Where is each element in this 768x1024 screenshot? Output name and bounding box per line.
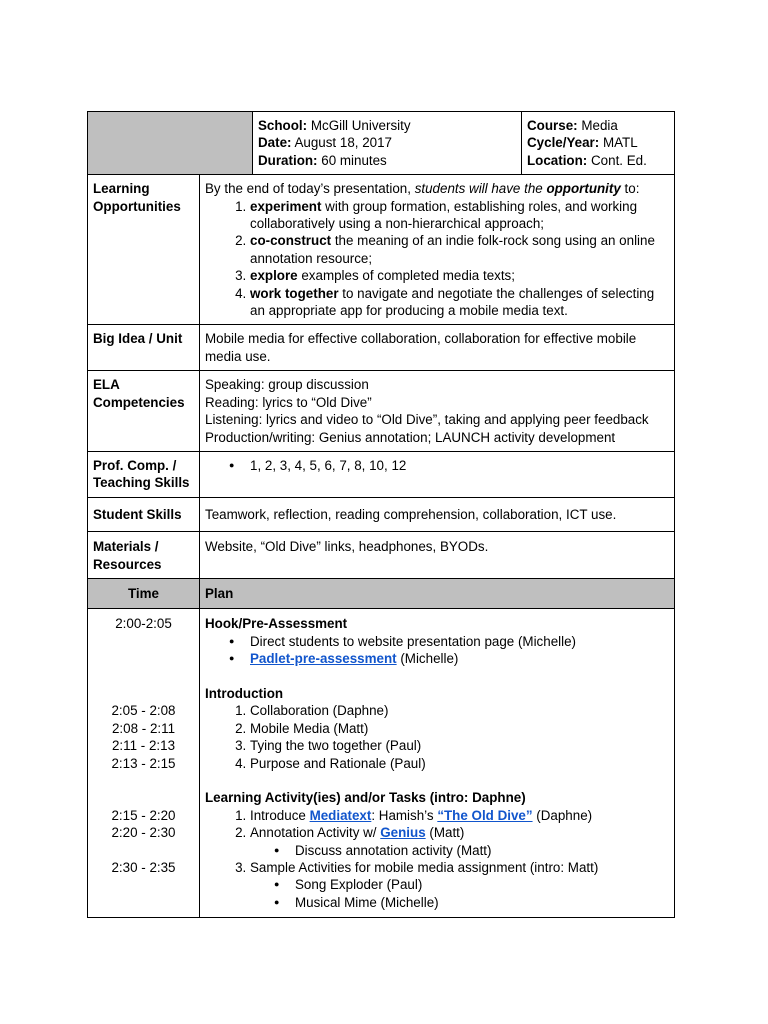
ela-line: Listening: lyrics and video to “Old Dive”, taking and applying peer feedback	[205, 412, 649, 428]
big-idea-label: Big Idea / Unit	[88, 325, 200, 371]
learning-item: 2. co-construct the meaning of an indie folk-rock song using an online annotation resource;	[250, 232, 669, 267]
big-idea-text: Mobile media for effective collaboration, collaboration for effective mobile media use.	[200, 325, 675, 371]
duration-line: Duration: 60 minutes	[258, 152, 387, 168]
ela-label: ELA Competencies	[88, 371, 200, 452]
time-column	[88, 609, 200, 918]
time-slot: 2:15 - 2:20	[111, 807, 176, 823]
hook-item: ● Padlet-pre-assessment (Michelle)	[250, 650, 669, 667]
lesson-plan-table	[87, 111, 675, 918]
learning-item: 1. experiment with group formation, establishing roles, and working collaboratively using a non-hierarchical approach;	[250, 198, 669, 233]
introduction-item: 4. Purpose and Rationale (Paul)	[250, 755, 669, 772]
time-slot: 2:08 - 2:11	[111, 720, 176, 736]
header-row	[88, 112, 675, 175]
header-course-cell	[522, 112, 675, 175]
time-column-header: Time	[88, 578, 200, 608]
learning-intro: By the end of today’s presentation, students will have the opportunity to:	[205, 181, 640, 197]
date-line: Date: August 18, 2017	[258, 135, 393, 151]
location-line: Location: Cont. Ed.	[527, 152, 647, 168]
cycle-value: MATL	[602, 135, 638, 151]
prof-comp-label: Prof. Comp. / Teaching Skills	[88, 451, 200, 497]
school-line: School: McGill University	[258, 118, 411, 133]
ela-line: Reading: lyrics to “Old Dive”	[205, 394, 372, 410]
time-slot: 2:11 - 2:13	[111, 738, 176, 754]
activity-subitem: ● Song Exploder (Paul)	[295, 876, 669, 893]
prof-comp-row	[88, 451, 675, 497]
location-value: Cont. Ed.	[591, 152, 647, 168]
header-school-cell	[253, 112, 522, 175]
activities-list	[205, 807, 669, 911]
padlet-link[interactable]: Padlet-pre-assessment	[250, 651, 397, 667]
materials-text: Website, “Old Dive” links, headphones, BYODs.	[200, 532, 675, 579]
time-slot: 2:05 - 2:08	[111, 703, 176, 719]
activity-sublist	[250, 876, 669, 911]
activities-title: Learning Activity(ies) and/or Tasks (intro: Daphne)	[205, 790, 526, 806]
plan-header-row	[88, 578, 675, 608]
activity-sublist	[250, 842, 669, 859]
activity-item: 3. Sample Activities for mobile media assignment (intro: Matt) ● Song Exploder (Paul) ● Musical Mime (Michelle)	[250, 859, 669, 911]
hook-item: ● Direct students to website presentation page (Michelle)	[250, 633, 669, 650]
cycle-line: Cycle/Year: MATL	[527, 135, 638, 151]
genius-link[interactable]: Genius	[380, 825, 426, 841]
prof-comp-list	[205, 457, 669, 474]
introduction-title: Introduction	[205, 685, 284, 701]
big-idea-row	[88, 325, 675, 371]
activity-subitem: ● Discuss annotation activity (Matt)	[295, 842, 669, 859]
introduction-item: 3. Tying the two together (Paul)	[250, 737, 669, 754]
school-value: McGill University	[310, 118, 411, 133]
introduction-item: 2. Mobile Media (Matt)	[250, 720, 669, 737]
introduction-list	[205, 702, 669, 772]
ela-row	[88, 371, 675, 452]
materials-label: Materials / Resources	[88, 532, 200, 579]
learning-item: 3. explore examples of completed media texts;	[250, 267, 669, 284]
student-skills-label: Student Skills	[88, 497, 200, 531]
time-slot: 2:00-2:05	[115, 616, 172, 632]
learning-item: 4. work together to navigate and negotiate the challenges of selecting an appropriate app for producing a mobile media text.	[250, 285, 669, 320]
old-dive-link[interactable]: “The Old Dive”	[437, 807, 533, 823]
learning-row	[88, 175, 675, 325]
ela-content	[200, 371, 675, 452]
plan-body-row	[88, 609, 675, 918]
duration-value: 60 minutes	[321, 152, 387, 168]
student-skills-row	[88, 497, 675, 531]
prof-comp-item: ● 1, 2, 3, 4, 5, 6, 7, 8, 10, 12	[250, 457, 669, 474]
activity-item: 1. Introduce Mediatext: Hamish’s “The Old Dive” (Daphne)	[250, 807, 669, 824]
student-skills-text: Teamwork, reflection, reading comprehension, collaboration, ICT use.	[200, 497, 675, 531]
course-value: Media	[581, 118, 618, 133]
activity-subitem: ● Musical Mime (Michelle)	[295, 894, 669, 911]
time-slot: 2:20 - 2:30	[111, 825, 176, 841]
learning-list	[205, 198, 669, 320]
materials-row	[88, 532, 675, 579]
hook-list	[205, 633, 669, 668]
learning-label: Learning Opportunities	[88, 175, 200, 325]
time-slot: 2:30 - 2:35	[111, 859, 176, 875]
prof-comp-content	[200, 451, 675, 497]
introduction-item: 1. Collaboration (Daphne)	[250, 702, 669, 719]
course-line: Course: Media	[527, 118, 618, 133]
time-slot: 2:13 - 2:15	[111, 755, 176, 771]
date-value: August 18, 2017	[294, 135, 393, 151]
mediatext-link[interactable]: Mediatext	[309, 807, 372, 823]
plan-column	[200, 609, 675, 918]
ela-line: Production/writing: Genius annotation; LAUNCH activity development	[205, 429, 616, 445]
hook-title: Hook/Pre-Assessment	[205, 616, 348, 632]
activity-item: 2. Annotation Activity w/ Genius (Matt) ● Discuss annotation activity (Matt)	[250, 824, 669, 859]
learning-content	[200, 175, 675, 325]
plan-column-header: Plan	[200, 578, 675, 608]
header-shaded-cell	[88, 112, 253, 175]
ela-line: Speaking: group discussion	[205, 377, 369, 393]
